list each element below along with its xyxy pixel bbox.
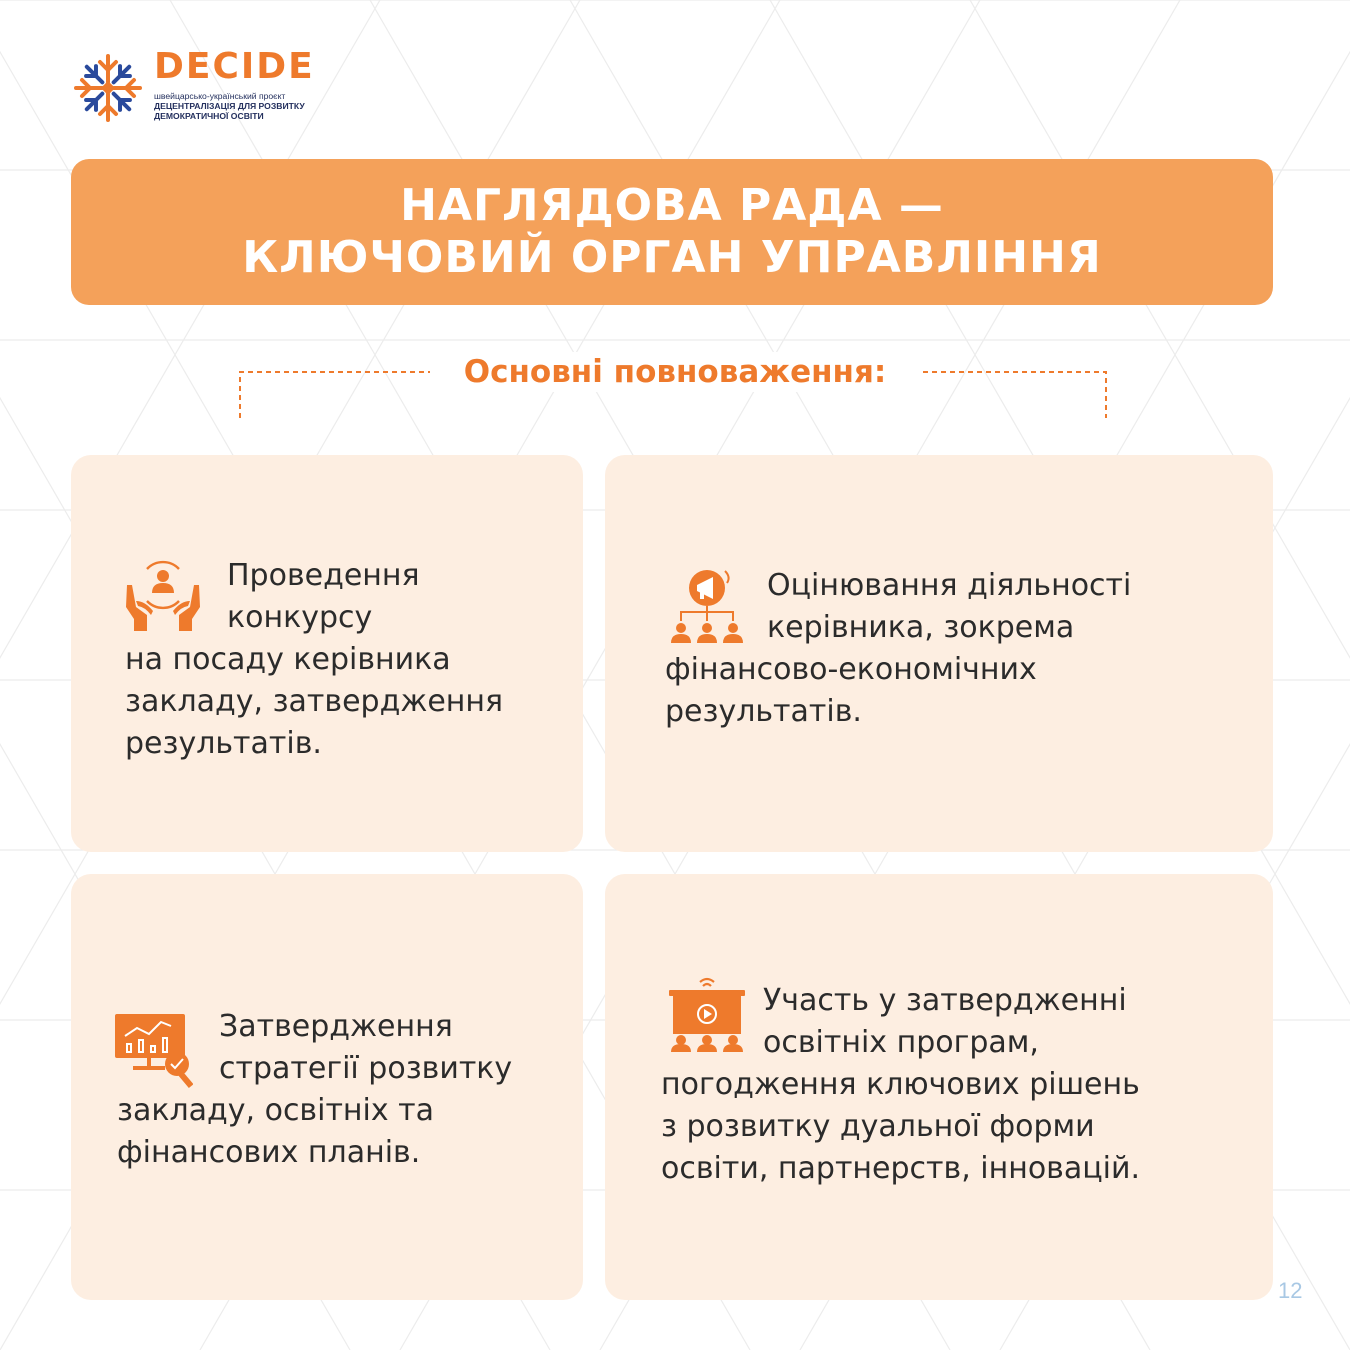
power-card-text <box>117 1006 512 1174</box>
power-card-line: Затвердження <box>219 1009 453 1044</box>
power-card-text <box>661 980 1140 1190</box>
power-card-line: Участь у затвердженні <box>763 983 1127 1018</box>
power-card-line: конкурсу <box>227 600 373 635</box>
page-title-line: НАГЛЯДОВА РАДА — <box>400 180 944 231</box>
decide-logo <box>70 46 315 128</box>
power-card-text <box>125 555 503 765</box>
power-card-line: результатів. <box>125 726 322 761</box>
section-subtitle: Основні повноваження: <box>430 352 920 392</box>
logo-tagline-line: ДЕЦЕНТРАЛІЗАЦІЯ ДЛЯ РОЗВИТКУ <box>154 101 305 111</box>
power-card-text <box>665 565 1131 733</box>
power-card-line: фінансових планів. <box>117 1135 421 1170</box>
page-number: 12 <box>1278 1278 1303 1303</box>
power-card-line: закладу, освітніх та <box>117 1093 435 1128</box>
power-card <box>605 874 1273 1300</box>
power-card-line: на посаду керівника <box>125 642 451 677</box>
power-card-line: освіти, партнерств, інновацій. <box>661 1151 1141 1186</box>
power-card-line: стратегії розвитку <box>219 1051 513 1086</box>
title-banner <box>71 159 1273 305</box>
power-card-line: погодження ключових рішень <box>661 1067 1140 1102</box>
logo-tagline-line: швейцарсько-український проєкт <box>154 91 286 101</box>
power-card-line: керівника, зокрема <box>767 610 1075 645</box>
page-title-line: КЛЮЧОВИЙ ОРГАН УПРАВЛІННЯ <box>242 232 1102 283</box>
power-card-line: освітніх програм, <box>763 1025 1039 1060</box>
power-card-line: фінансово-економічних <box>665 652 1037 687</box>
power-card-line: з розвитку дуальної форми <box>661 1109 1095 1144</box>
power-card-line: Проведення <box>227 558 420 593</box>
power-card-line: Оцінювання діяльності <box>767 568 1132 603</box>
power-card <box>71 455 583 852</box>
power-card-line: результатів. <box>665 694 862 729</box>
power-card <box>71 874 583 1300</box>
logo-wordmark: DECIDE <box>154 46 315 87</box>
power-card-line: закладу, затвердження <box>125 684 504 719</box>
logo-tagline <box>154 91 305 121</box>
logo-tagline-line: ДЕМОКРАТИЧНОЇ ОСВІТИ <box>154 111 264 121</box>
snowflake-logo-icon <box>70 50 146 126</box>
power-card <box>605 455 1273 852</box>
